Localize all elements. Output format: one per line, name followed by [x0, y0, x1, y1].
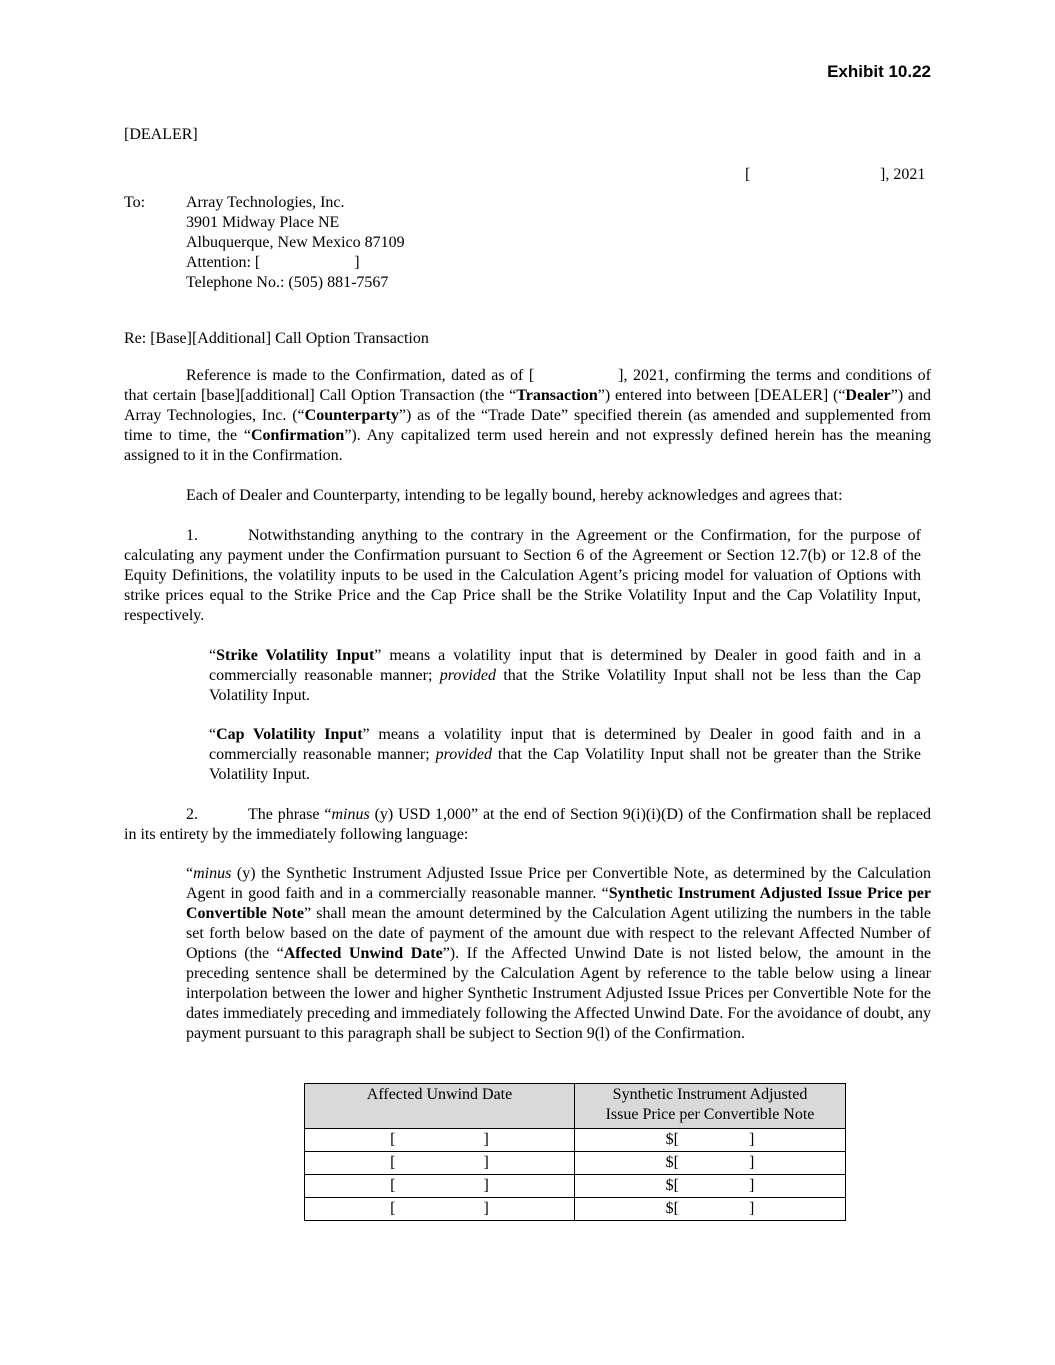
table-row: [ ] $[ ]	[305, 1198, 846, 1221]
to-label: To:	[124, 194, 146, 211]
exhibit-label: Exhibit 10.22	[827, 62, 931, 81]
table-row: [ ] $[ ]	[305, 1152, 846, 1175]
table-header-row	[305, 1084, 846, 1129]
table-row: [ ] $[ ]	[305, 1129, 846, 1152]
date-close: ], 2021	[880, 166, 926, 183]
item-1-number: 1.	[186, 527, 198, 544]
item-2-paragraph: 2. The phrase “minus (y) USD 1,000” at the end of Section 9(i)(i)(D) of the Confirmation shall be replaced in its entirety by the immediately following language:	[124, 806, 932, 843]
definition-strike-volatility: “Strike Volatility Input” means a volatility input that is determined by Dealer in good faith and in a commercially reasonable manner; provided that the Strike Volatility Input shall not be less than the Cap Volatility Input.	[209, 647, 921, 704]
item-1-paragraph: 1. Notwithstanding anything to the contrary in the Agreement or the Confirmation, for the purpose of calculating any payment under the Confirmation pursuant to Section 6 of the Agreement or Section 12.7(b) or 12.8 of the Equity Definitions, the volatility inputs to be used in the Calculation Agent’s pricing model for valuation of Options with strike prices equal to the Strike Price and the Cap Price shall be the Strike Volatility Input and the Cap Volatility Input, respectively.	[124, 527, 921, 624]
address-company: Array Technologies, Inc.	[186, 194, 345, 211]
acknowledgement-paragraph: Each of Dealer and Counterparty, intending to be legally bound, hereby acknowledges and agrees that:	[186, 487, 843, 504]
address-block	[186, 193, 405, 293]
address-attention: Attention: [ ]	[186, 254, 360, 271]
table-header-unwind-date: Affected Unwind Date	[305, 1084, 575, 1129]
definition-cap-volatility: “Cap Volatility Input” means a volatility input that is determined by Dealer in good faith and in a commercially reasonable manner; provided that the Cap Volatility Input shall not be greater than the Strike Volatility Input.	[209, 726, 922, 783]
item-2-number: 2.	[186, 806, 198, 823]
table-row: [ ] $[ ]	[305, 1175, 846, 1198]
intro-paragraph: Reference is made to the Confirmation, dated as of [ ], 2021, confirming the terms and conditions of that certain [base][additional] Call Option Transaction (the “Transaction”) entered into between [DEALER] (“Dealer”) and Array Technologies, Inc. (“Counterparty”) as of the “Trade Date” specified therein (as amended and supplemented from time to time, the “Confirmation”). Any capitalized term used herein and not expressly defined herein has the meaning assigned to it in the Confirmation.	[124, 367, 932, 464]
quoted-language-paragraph: “minus (y) the Synthetic Instrument Adjusted Issue Price per Convertible Note, as determined by the Calculation Agent in good faith and in a commercially reasonable manner. “Synthetic Instrument Adjusted Issue Price per Convertible Note” shall mean the amount determined by the Calculation Agent utilizing the numbers in the table set forth below based on the date of payment of the amount due with respect to the relevant Affected Number of Options (the “Affected Unwind Date”). If the Affected Unwind Date is not listed below, the amount in the preceding sentence shall be determined by the Calculation Agent by reference to the table below using a linear interpolation between the lower and higher Synthetic Instrument Adjusted Issue Prices per Convertible Note for the dates immediately preceding and immediately following the Affected Unwind Date. For the avoidance of doubt, any payment pursuant to this paragraph shall be subject to Section 9(l) of the Confirmation.	[186, 865, 932, 1042]
address-telephone: Telephone No.: (505) 881-7567	[186, 274, 389, 291]
address-street: 3901 Midway Place NE	[186, 214, 340, 231]
table-header-issue-price: Synthetic Instrument Adjusted Issue Price per Convertible Note	[575, 1084, 846, 1129]
dealer-placeholder: [DEALER]	[124, 126, 198, 143]
issue-price-table	[304, 1083, 846, 1221]
re-line: Re: [Base][Additional] Call Option Transaction	[124, 330, 429, 347]
date-open-bracket: [	[745, 166, 751, 183]
address-city: Albuquerque, New Mexico 87109	[186, 234, 405, 251]
